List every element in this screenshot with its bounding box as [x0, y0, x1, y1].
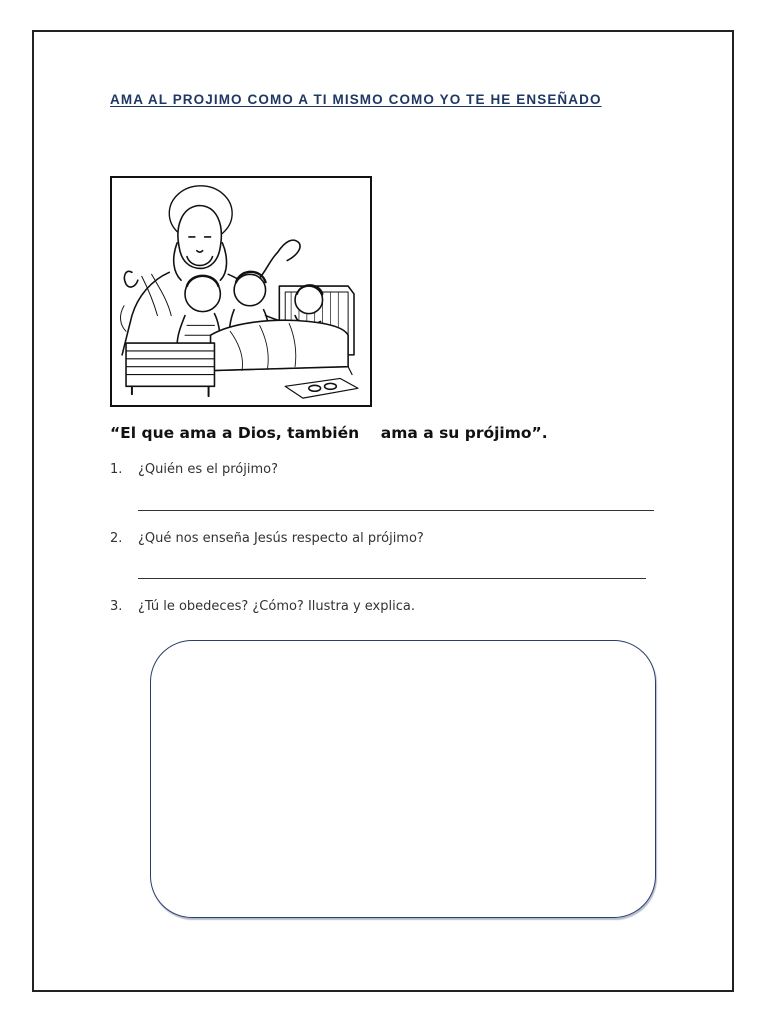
question-number: 2. — [110, 531, 123, 546]
answer-line-2[interactable] — [138, 578, 646, 579]
jesus-children-bedside-drawing — [110, 176, 372, 407]
question-number: 1. — [110, 462, 123, 477]
illustration-answer-box[interactable] — [150, 640, 656, 918]
question-text: ¿Qué nos enseña Jesús respecto al prójimo? — [138, 531, 424, 546]
answer-line-1[interactable] — [138, 510, 654, 511]
question-text: ¿Tú le obedeces? ¿Cómo? Ilustra y explica. — [138, 599, 415, 614]
worksheet-title: AMA AL PROJIMO COMO A TI MISMO COMO YO TE HE ENSEÑADO — [110, 92, 602, 107]
question-number: 3. — [110, 599, 123, 614]
question-2 — [110, 531, 424, 546]
question-1 — [110, 462, 278, 477]
question-3 — [110, 599, 415, 614]
bible-quote: “El que ama a Dios, también ama a su prójimo”. — [110, 424, 548, 442]
question-text: ¿Quién es el prójimo? — [138, 462, 279, 477]
